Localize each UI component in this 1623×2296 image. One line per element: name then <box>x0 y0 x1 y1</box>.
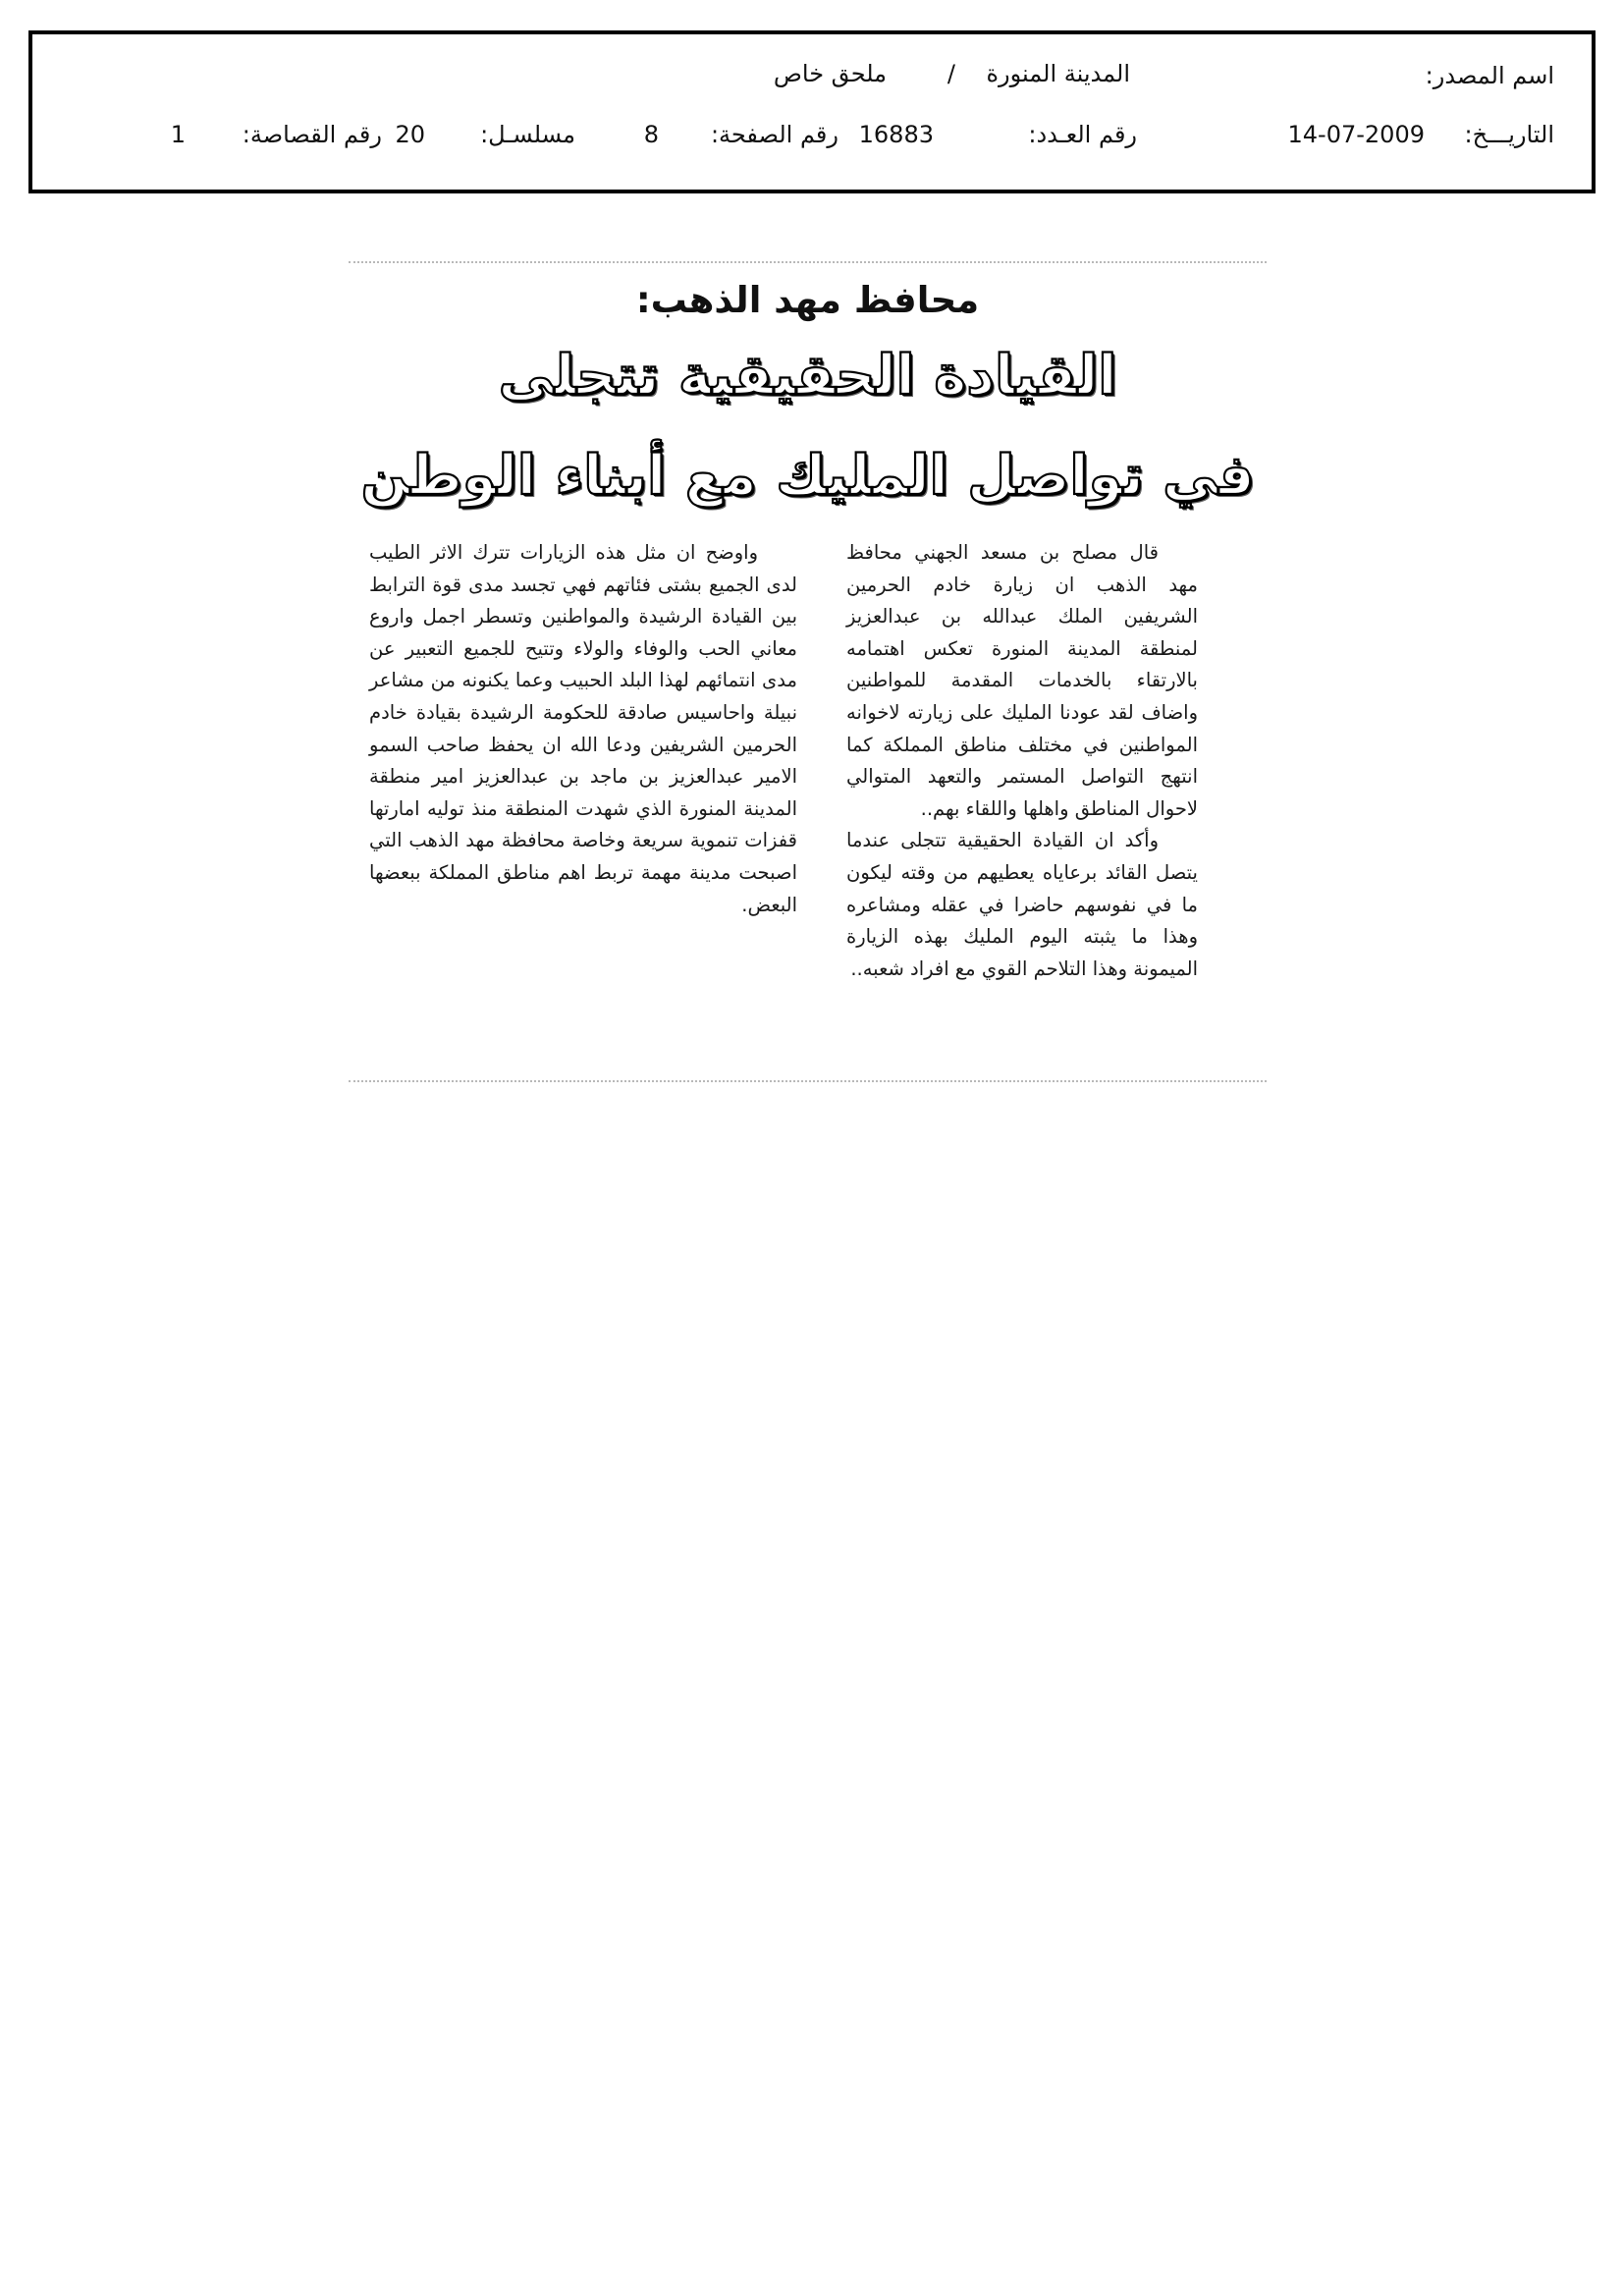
newspaper-clipping <box>349 257 1267 1087</box>
issue-value: 16883 <box>858 121 934 148</box>
serial-label: مسلسـل: <box>480 121 575 148</box>
article-column-right <box>846 537 1198 985</box>
paragraph: وأكد ان القيادة الحقيقية تتجلى عندما يتصل القائد برعاياه يعطيهم من وقته ليكون ما في نفوسهم حاضرا في عقله ومشاعره وهذا ما يثبته اليوم المليك بهذه الزيارة الميمونة وهذا التلاحم القوي مع افراد شعبه.. <box>846 829 1198 980</box>
article-column-left <box>369 537 797 921</box>
source-label: اسم المصدر: <box>1425 62 1554 89</box>
document-metadata-box <box>28 30 1596 193</box>
headline-line-2: في تواصل المليك مع أبناء الوطن <box>360 444 1255 508</box>
bottom-dotted-border <box>349 1080 1267 1082</box>
clip-label: رقم القصاصة: <box>242 121 382 148</box>
paragraph: قال مصلح بن مسعد الجهني محافظ مهد الذهب ان زيارة خادم الحرمين الشريفين الملك عبدالله بن عبدالعزيز لمنطقة المدينة المنورة تعكس اهتمامه بالارتقاء بالخدمات المقدمة للمواطنين واضاف لقد عودنا المليك على زيارته لاخوانه المواطنين في مختلف مناطق المملكة كما انتهج التواصل المستمر والتعهد المتوالي لاحوال المناطق واهلها واللقاء بهم.. <box>846 541 1198 820</box>
top-dotted-border <box>349 261 1267 263</box>
page-label: رقم الصفحة: <box>710 121 839 148</box>
issue-label: رقم العـدد: <box>1028 121 1137 148</box>
serial-value: 20 <box>395 121 425 148</box>
paragraph: واوضح ان مثل هذه الزيارات تترك الاثر الطيب لدى الجميع بشتى فئاتهم فهي تجسد مدى قوة الترابط بين القيادة الرشيدة والمواطنين وتسطر اجمل واروع معاني الحب والوفاء والولاء وتتيح للجميع التعبير عن مدى انتمائهم لهذا البلد الحبيب وعما يكنونه من مشاعر نبيلة واحاسيس صادقة للحكومة الرشيدة بقيادة خادم الحرمين الشريفين ودعا الله ان يحفظ صاحب السمو الامير عبدالعزيز بن ماجد بن عبدالعزيز امير منطقة المدينة المنورة الذي شهدت المنطقة منذ توليه امارتها قفزات تنموية سريعة وخاصة محافظة مهد الذهب التي اصبحت مدينة مهمة تربط اهم مناطق المملكة ببعضها البعض. <box>369 541 797 916</box>
page-value: 8 <box>643 121 659 148</box>
source-separator: / <box>947 60 955 87</box>
supplement-name: ملحق خاص <box>773 60 887 87</box>
clip-value: 1 <box>170 121 186 148</box>
headline-line-1: القيادة الحقيقية تتجلى <box>498 344 1117 408</box>
article-kicker: محافظ مهد الذهب: <box>635 279 980 321</box>
date-value: 14-07-2009 <box>1287 121 1425 148</box>
source-value: المدينة المنورة <box>986 60 1130 87</box>
date-label: التاريـــخ: <box>1464 121 1554 148</box>
